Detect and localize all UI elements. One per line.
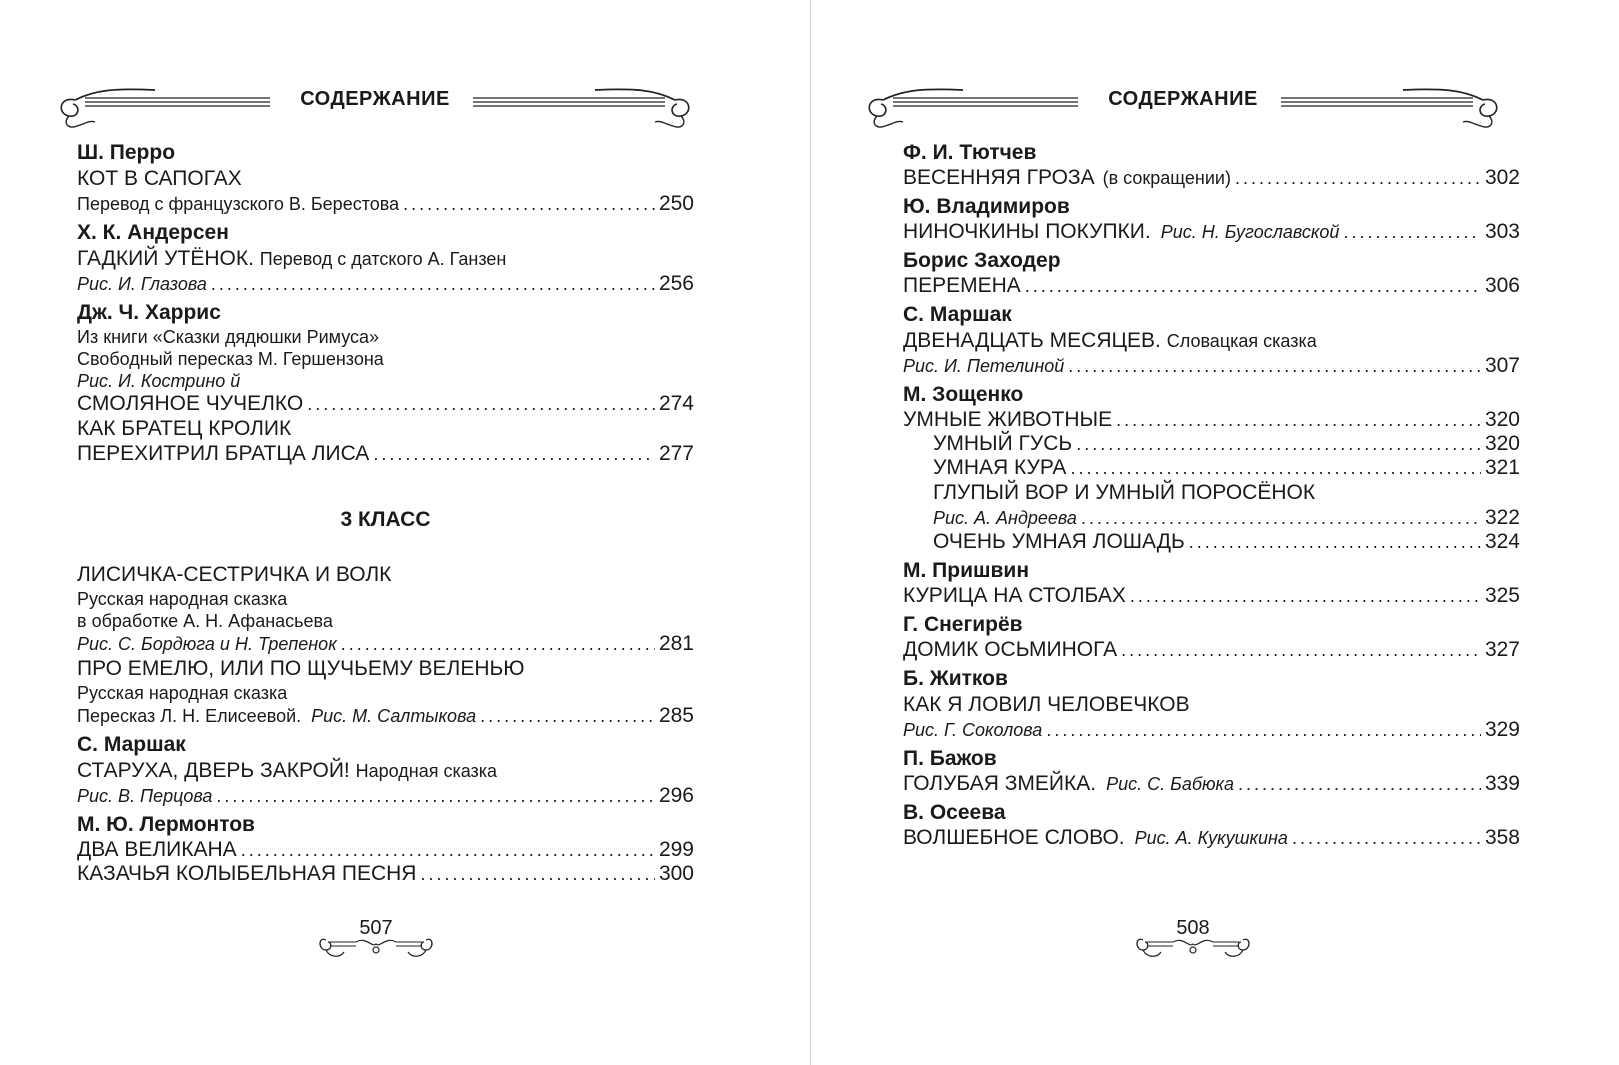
dot-leader: [1235, 168, 1481, 189]
toc-entry[interactable]: [77, 838, 694, 862]
page-ref: 307: [1484, 354, 1520, 377]
page-ref: 321: [1484, 456, 1520, 479]
toc-title: ВЕСЕННЯЯ ГРОЗА: [903, 166, 1095, 189]
toc-title: ЛИСИЧКА-СЕСТРИЧКА И ВОЛК: [77, 563, 392, 586]
toc-illustrator: Рис. И. Кострино й: [77, 371, 241, 391]
dot-leader: [211, 274, 655, 295]
toc-title: ПЕРЕМЕНА: [903, 274, 1021, 297]
page-title: СОДЕРЖАНИЕ: [1108, 88, 1258, 110]
dot-leader: [1116, 410, 1481, 431]
toc-title: УМНЫЕ ЖИВОТНЫЕ: [903, 408, 1113, 431]
toc-entry[interactable]: [903, 220, 1520, 244]
toc-author: Х. К. Андерсен: [77, 221, 229, 244]
page-ref: 329: [1484, 718, 1520, 741]
page-ref: 339: [1484, 772, 1520, 795]
right-page: [810, 0, 1619, 1065]
page-ref: 250: [658, 192, 694, 215]
toc-subtitle: Перевод с французского В. Берестова: [77, 194, 400, 214]
toc-title-line: [77, 246, 694, 272]
page-ref: 320: [1484, 432, 1520, 455]
toc-author: С. Маршак: [77, 733, 186, 756]
toc-title: ВОЛШЕБНОЕ СЛОВО.: [903, 826, 1125, 849]
toc-author: М. Ю. Лермонтов: [77, 813, 255, 836]
toc-author: Борис Заходер: [903, 249, 1061, 272]
toc-title: ГОЛУБАЯ ЗМЕЙКА.: [903, 772, 1097, 795]
toc-illustrator: Рис. С. Бордюга и Н. Трепенок: [77, 634, 337, 654]
toc-entry[interactable]: [903, 718, 1520, 742]
toc-title: ГЛУПЫЙ ВОР И УМНЫЙ ПОРОСЁНОК: [933, 481, 1316, 504]
page-ref: 256: [658, 272, 694, 295]
toc-subtitle: в обработке А. Н. Афанасьева: [77, 611, 333, 631]
page-ref: 296: [658, 784, 694, 807]
toc-entry[interactable]: [77, 632, 694, 656]
toc-entry[interactable]: [903, 584, 1520, 608]
page-ref: 277: [658, 442, 694, 465]
toc-content: [77, 140, 694, 886]
toc-title: СТАРУХА, ДВЕРЬ ЗАКРОЙ!: [77, 759, 350, 782]
toc-note: Перевод с датского А. Ганзен: [259, 249, 507, 269]
page-ref: 274: [658, 392, 694, 415]
toc-entry[interactable]: [903, 530, 1520, 554]
toc-author: Ф. И. Тютчев: [903, 141, 1037, 164]
toc-author: Г. Снегирёв: [903, 613, 1023, 636]
dot-leader: [1292, 828, 1481, 849]
toc-title: КУРИЦА НА СТОЛБАХ: [903, 584, 1126, 607]
toc-title: УМНАЯ КУРА: [933, 456, 1067, 479]
dot-leader: [1189, 532, 1481, 553]
toc-author: Ш. Перро: [77, 141, 176, 164]
toc-entry[interactable]: [77, 704, 694, 728]
toc-illustrator: Рис. А. Андреева: [933, 508, 1077, 528]
toc-entry[interactable]: [903, 506, 1520, 530]
toc-author: М. Зощенко: [903, 383, 1024, 406]
toc-author: М. Пришвин: [903, 559, 1029, 582]
toc-title-line: [903, 328, 1520, 354]
toc-entry[interactable]: [903, 408, 1520, 432]
toc-entry[interactable]: [903, 274, 1520, 298]
toc-title: КАК БРАТЕЦ КРОЛИК: [77, 417, 292, 440]
dot-leader: [1070, 458, 1481, 479]
toc-title: ПРО ЕМЕЛЮ, ИЛИ ПО ЩУЧЬЕМУ ВЕЛЕНЬЮ: [77, 657, 525, 680]
toc-entry[interactable]: [903, 432, 1520, 456]
toc-illustrator: Рис. И. Глазова: [77, 274, 207, 294]
dot-leader: [1238, 774, 1481, 795]
toc-illustrator: Рис. С. Бабюка: [1106, 774, 1235, 794]
toc-subtitle: Свободный пересказ М. Гершензона: [77, 349, 384, 369]
dot-leader: [1130, 586, 1481, 607]
toc-entry[interactable]: [77, 862, 694, 886]
dot-leader: [1121, 640, 1481, 661]
toc-entry[interactable]: [77, 784, 694, 808]
dot-leader: [1025, 276, 1481, 297]
toc-entry[interactable]: [77, 272, 694, 296]
dot-leader: [241, 840, 655, 861]
toc-entry[interactable]: [903, 166, 1520, 190]
page-number: 508: [1176, 917, 1210, 939]
toc-entry[interactable]: [903, 456, 1520, 480]
page-ref: 325: [1484, 584, 1520, 607]
page-ref: 324: [1484, 530, 1520, 553]
section-heading: 3 КЛАСС: [340, 508, 431, 531]
dot-leader: [1343, 222, 1481, 243]
toc-author: В. Осеева: [903, 801, 1006, 824]
toc-entry[interactable]: [77, 192, 694, 216]
toc-author: Ю. Владимиров: [903, 195, 1070, 218]
page-ref: 327: [1484, 638, 1520, 661]
toc-subtitle: Пересказ Л. Н. Елисеевой.: [77, 706, 302, 726]
page-ref: 322: [1484, 506, 1520, 529]
dot-leader: [216, 786, 655, 807]
page-ref: 285: [658, 704, 694, 727]
dot-leader: [420, 864, 654, 885]
toc-author: П. Бажов: [903, 747, 997, 770]
page-ref: 281: [658, 632, 694, 655]
toc-subtitle: Из книги «Сказки дядюшки Римуса»: [77, 327, 380, 347]
toc-subtitle: Русская народная сказка: [77, 683, 288, 703]
page-ref: 299: [658, 838, 694, 861]
dot-leader: [1076, 434, 1481, 455]
toc-content: [903, 140, 1520, 850]
toc-title: ДВЕНАДЦАТЬ МЕСЯЦЕВ.: [903, 329, 1161, 352]
dot-leader: [341, 634, 655, 655]
page-ref: 358: [1484, 826, 1520, 849]
toc-illustrator: Рис. Г. Соколова: [903, 720, 1043, 740]
dot-leader: [480, 706, 655, 727]
toc-note: Словацкая сказка: [1166, 331, 1317, 351]
toc-subtitle: Русская народная сказка: [77, 589, 288, 609]
toc-entry[interactable]: [77, 442, 694, 466]
toc-title: ДВА ВЕЛИКАНА: [77, 838, 237, 861]
page-ref: 306: [1484, 274, 1520, 297]
toc-author: Дж. Ч. Харрис: [77, 301, 221, 324]
toc-title-line: [77, 758, 694, 784]
toc-illustrator: Рис. М. Салтыкова: [311, 706, 477, 726]
toc-entry[interactable]: [903, 826, 1520, 850]
dot-leader: [373, 444, 655, 465]
toc-title: КОТ В САПОГАХ: [77, 167, 242, 190]
toc-entry[interactable]: [903, 772, 1520, 796]
toc-title: ГАДКИЙ УТЁНОК.: [77, 247, 254, 270]
page-title: СОДЕРЖАНИЕ: [300, 88, 450, 110]
dot-leader: [1046, 720, 1481, 741]
toc-author: Б. Житков: [903, 667, 1008, 690]
toc-entry[interactable]: [77, 392, 694, 416]
toc-title: ОЧЕНЬ УМНАЯ ЛОШАДЬ: [933, 530, 1185, 553]
toc-title: ДОМИК ОСЬМИНОГА: [903, 638, 1118, 661]
page-ref: 320: [1484, 408, 1520, 431]
toc-note: Народная сказка: [355, 761, 498, 781]
page-ref: 300: [658, 862, 694, 885]
toc-illustrator: Рис. А. Кукушкина: [1134, 828, 1288, 848]
toc-title: УМНЫЙ ГУСЬ: [933, 432, 1073, 455]
toc-title: СМОЛЯНОЕ ЧУЧЕЛКО: [77, 392, 304, 415]
toc-author: С. Маршак: [903, 303, 1012, 326]
toc-note: (в сокращении): [1102, 168, 1231, 188]
toc-title: КАЗАЧЬЯ КОЛЫБЕЛЬНАЯ ПЕСНЯ: [77, 862, 417, 885]
dot-leader: [1081, 508, 1481, 529]
toc-illustrator: Рис. Н. Бугославской: [1160, 222, 1340, 242]
page-ref: 302: [1484, 166, 1520, 189]
dot-leader: [307, 394, 655, 415]
toc-entry[interactable]: [903, 638, 1520, 662]
toc-entry[interactable]: [903, 354, 1520, 378]
page-number: 507: [359, 917, 393, 939]
toc-illustrator: Рис. И. Петелиной: [903, 356, 1065, 376]
toc-title: ПЕРЕХИТРИЛ БРАТЦА ЛИСА: [77, 442, 370, 465]
toc-title: НИНОЧКИНЫ ПОКУПКИ.: [903, 220, 1151, 243]
dot-leader: [1068, 356, 1481, 377]
page-ref: 303: [1484, 220, 1520, 243]
toc-title: КАК Я ЛОВИЛ ЧЕЛОВЕЧКОВ: [903, 693, 1190, 716]
dot-leader: [403, 194, 655, 215]
toc-illustrator: Рис. В. Перцова: [77, 786, 213, 806]
